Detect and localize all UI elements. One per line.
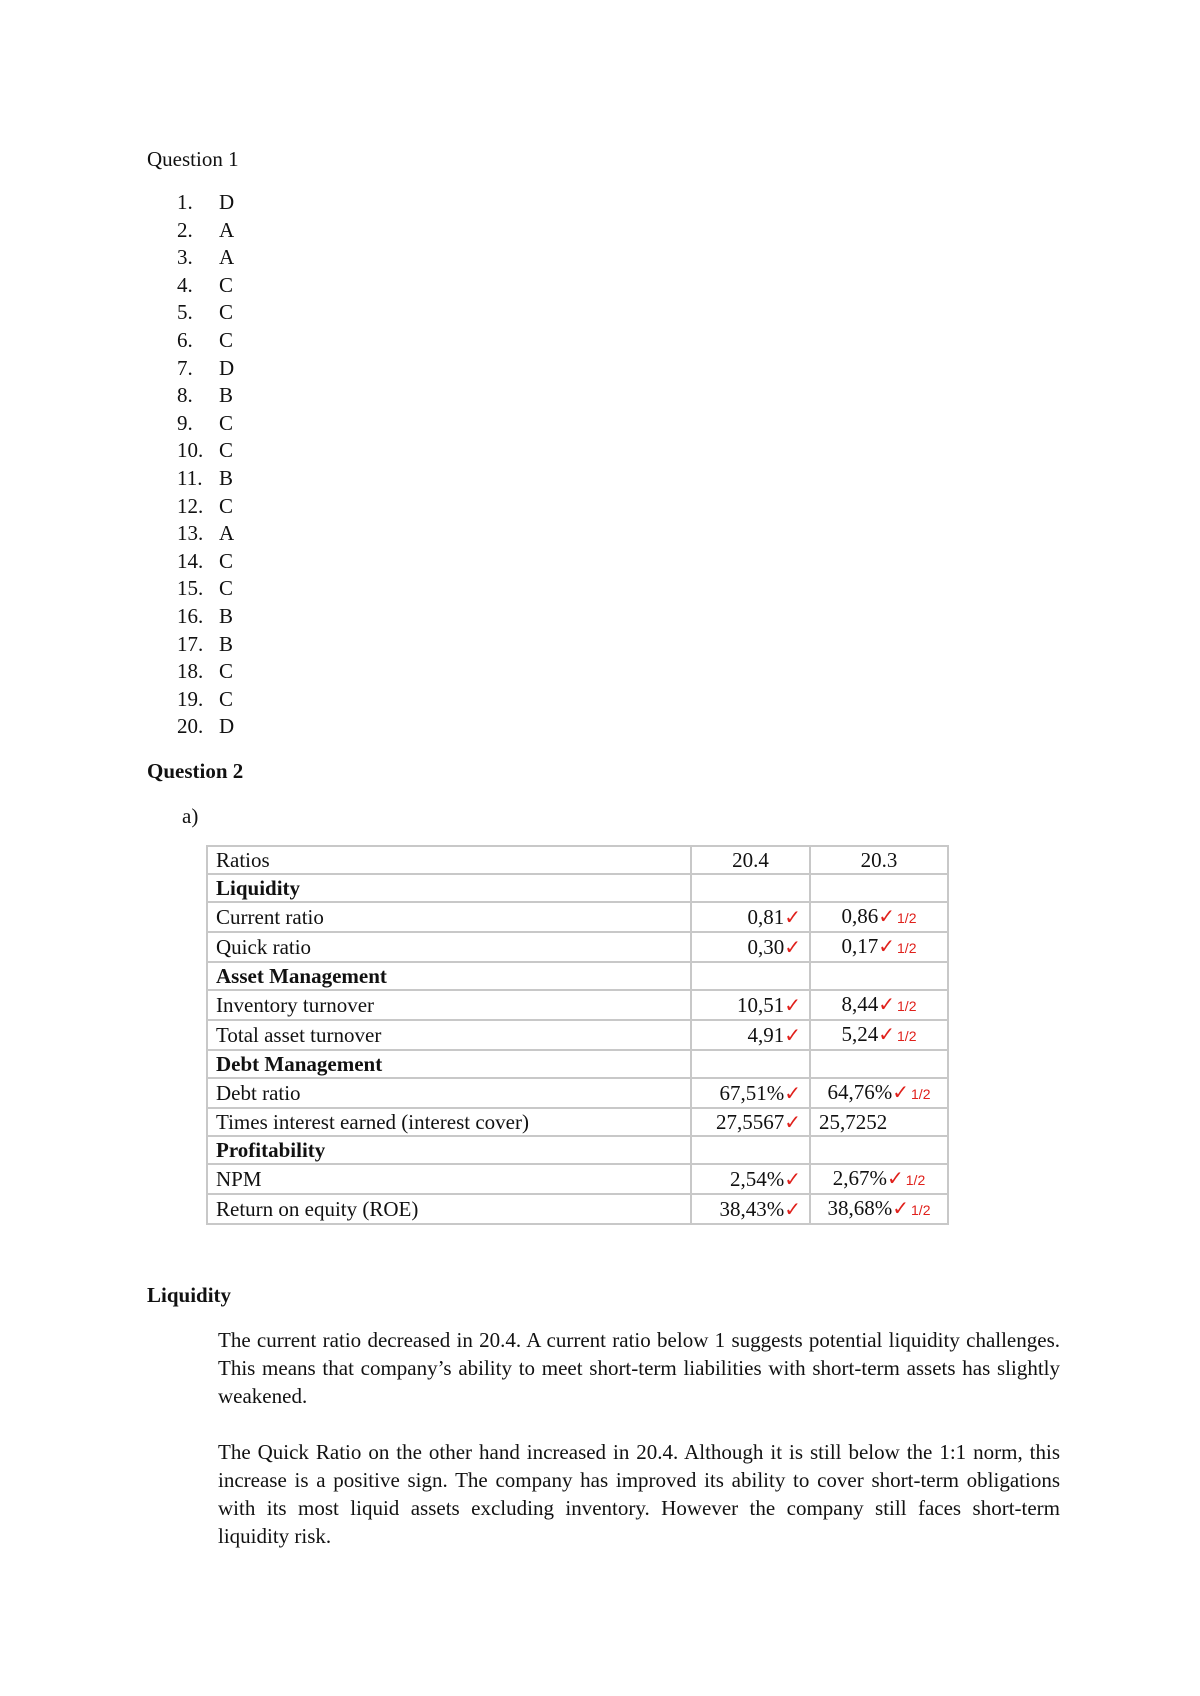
liquidity-paragraph-2: The Quick Ratio on the other hand increased in 20.4. Although it is still below the 1:1 norm, this increase is a positive sign. The company has improved its ability to cover short-term obligations with its most liquid assets excluding inventory. However the company still faces short-term liquidity risk.: [218, 1440, 1060, 1548]
answer-choice: D: [219, 190, 235, 214]
answer-number: 2.: [177, 217, 193, 242]
value-cell-a: [691, 1164, 810, 1194]
half-mark: 1/2: [911, 1202, 931, 1218]
answer-number: 14.: [177, 548, 204, 573]
liquidity-paragraph-1: The current ratio decreased in 20.4. A current ratio below 1 suggests potential liquidity challenges. This means that company’s ability to meet short-term liabilities with short-term assets has slightly weakened.: [218, 1328, 1060, 1408]
answer-number: 8.: [177, 383, 193, 408]
value-cell-a: [691, 932, 810, 962]
ratio-value-b: 8,44: [841, 992, 879, 1016]
table-row: [207, 932, 948, 962]
list-item: [177, 575, 234, 603]
empty-cell: [810, 1050, 948, 1078]
half-mark: 1/2: [897, 910, 917, 926]
answer-choice: C: [219, 300, 234, 325]
list-item: [177, 410, 234, 438]
list-item: [177, 548, 234, 576]
answer-choice: A: [219, 521, 235, 546]
answer-number: 16.: [177, 603, 204, 628]
answer-choice: A: [219, 217, 235, 242]
ratio-label: Total asset turnover: [207, 1020, 691, 1050]
table-section-row: [207, 1050, 948, 1078]
liquidity-heading: Liquidity: [147, 1283, 232, 1307]
answer-choice: C: [219, 686, 234, 711]
list-item: [177, 603, 234, 631]
value-cell-a: [691, 1078, 810, 1108]
answer-choice: B: [219, 465, 234, 490]
part-label: a): [182, 804, 199, 828]
ratio-value-a: 2,54%: [729, 1167, 785, 1191]
list-item: [177, 327, 234, 355]
answer-choice: C: [219, 438, 234, 463]
ratio-value-b: 64,76%: [827, 1080, 893, 1104]
answer-number: 5.: [177, 300, 193, 325]
value-cell-b: [810, 990, 948, 1020]
answer-choice: D: [219, 355, 235, 380]
header-year-b: 20.3: [810, 846, 948, 874]
answer-number: 18.: [177, 659, 204, 684]
answer-number: 12.: [177, 493, 204, 518]
half-mark: 1/2: [897, 998, 917, 1014]
answer-number: 1.: [177, 190, 193, 214]
table-row: [207, 902, 948, 932]
half-mark: 1/2: [897, 1028, 917, 1044]
value-cell-a: [691, 1108, 810, 1136]
empty-cell: [810, 1136, 948, 1164]
ratio-label: Quick ratio: [207, 932, 691, 962]
ratio-label: Return on equity (ROE): [207, 1194, 691, 1224]
ratio-label: Debt ratio: [207, 1078, 691, 1108]
value-cell-b: [810, 1078, 948, 1108]
table-section-row: [207, 962, 948, 990]
value-cell-a: [691, 1020, 810, 1050]
answer-number: 15.: [177, 576, 204, 601]
answer-choice: C: [219, 493, 234, 518]
ratio-label: Times interest earned (interest cover): [207, 1108, 691, 1136]
tick-mark-icon: ✓: [784, 1110, 801, 1134]
tick-mark-icon: ✓: [878, 992, 896, 1016]
table-row: [207, 990, 948, 1020]
ratio-value-a: 27,5567: [715, 1110, 785, 1134]
table-row: [207, 1078, 948, 1108]
value-cell-a: [691, 1194, 810, 1224]
ratio-label: Current ratio: [207, 902, 691, 932]
tick-mark-icon: ✓: [784, 1197, 801, 1221]
list-item: [177, 713, 234, 741]
table-row: [207, 1020, 948, 1050]
list-item: [177, 520, 234, 548]
table-header-row: [207, 846, 948, 874]
value-cell-a: [691, 902, 810, 932]
answer-number: 13.: [177, 521, 204, 546]
table-section-row: [207, 1136, 948, 1164]
answer-choice: B: [219, 603, 234, 628]
list-item: [177, 382, 234, 410]
list-item: [177, 355, 234, 383]
value-cell-b: [810, 902, 948, 932]
tick-mark-icon: ✓: [784, 935, 801, 959]
empty-cell: [810, 962, 948, 990]
answer-number: 11.: [177, 465, 203, 490]
table-row: [207, 1194, 948, 1224]
tick-mark-icon: ✓: [784, 905, 801, 929]
ratio-value-b: 0,17: [841, 934, 879, 958]
tick-mark-icon: ✓: [878, 904, 896, 928]
answer-choice: C: [219, 410, 234, 435]
tick-mark-icon: ✓: [784, 1167, 801, 1191]
answer-number: 3.: [177, 245, 193, 270]
section-label: Liquidity: [207, 874, 691, 902]
answer-number: 9.: [177, 410, 193, 435]
section-label: Asset Management: [207, 962, 691, 990]
section-label: Debt Management: [207, 1050, 691, 1078]
ratio-value-a: 0,30: [747, 935, 785, 959]
half-mark: 1/2: [905, 1172, 926, 1188]
header-ratios: Ratios: [207, 846, 691, 874]
list-item: [177, 189, 234, 217]
ratio-value-a: 10,51: [736, 993, 785, 1017]
ratio-value-a: 0,81: [747, 905, 785, 929]
table-section-row: [207, 874, 948, 902]
table-row: [207, 1164, 948, 1194]
ratio-value-b: 25,7252: [819, 1110, 888, 1134]
list-item: [177, 686, 234, 714]
list-item: [177, 244, 234, 272]
header-year-a: 20.4: [691, 846, 810, 874]
question-2-title: Question 2: [147, 759, 244, 783]
half-mark: 1/2: [911, 1086, 931, 1102]
ratio-value-b: 38,68%: [827, 1196, 893, 1220]
empty-cell: [810, 874, 948, 902]
value-cell-b: [810, 932, 948, 962]
value-cell-b: [810, 1108, 948, 1136]
answer-choice: C: [219, 272, 234, 297]
tick-mark-icon: ✓: [887, 1166, 904, 1190]
ratio-value-b: 2,67%: [832, 1166, 887, 1190]
table-row: [207, 1108, 948, 1136]
question-1-title: Question 1: [147, 147, 239, 171]
tick-mark-icon: ✓: [878, 1022, 896, 1046]
half-mark: 1/2: [897, 940, 917, 956]
tick-mark-icon: ✓: [784, 1023, 801, 1047]
ratio-label: NPM: [207, 1164, 691, 1194]
answer-number: 20.: [177, 714, 204, 739]
empty-cell: [691, 1050, 810, 1078]
ratio-value-b: 0,86: [841, 904, 879, 928]
ratio-value-a: 4,91: [747, 1023, 785, 1047]
answer-number: 10.: [177, 438, 204, 463]
list-item: [177, 658, 234, 686]
answer-choice: B: [219, 383, 234, 408]
ratio-value-a: 38,43%: [719, 1197, 785, 1221]
tick-mark-icon: ✓: [892, 1080, 910, 1104]
answer-number: 19.: [177, 686, 204, 711]
answer-number: 6.: [177, 327, 193, 352]
answer-choice: C: [219, 576, 234, 601]
empty-cell: [691, 962, 810, 990]
answer-number: 4.: [177, 272, 193, 297]
tick-mark-icon: ✓: [784, 993, 801, 1017]
answer-number: 17.: [177, 631, 204, 656]
value-cell-b: [810, 1020, 948, 1050]
answer-list: [177, 189, 234, 741]
ratio-label: Inventory turnover: [207, 990, 691, 1020]
empty-cell: [691, 874, 810, 902]
section-label: Profitability: [207, 1136, 691, 1164]
value-cell-b: [810, 1194, 948, 1224]
tick-mark-icon: ✓: [892, 1196, 910, 1220]
list-item: [177, 272, 234, 300]
ratio-value-a: 67,51%: [719, 1081, 785, 1105]
empty-cell: [691, 1136, 810, 1164]
answer-choice: A: [219, 245, 235, 270]
tick-mark-icon: ✓: [878, 934, 896, 958]
ratio-value-b: 5,24: [841, 1022, 879, 1046]
ratios-table: [206, 845, 949, 1225]
answer-choice: C: [219, 659, 234, 684]
value-cell-a: [691, 990, 810, 1020]
answer-number: 7.: [177, 355, 193, 380]
value-cell-b: [810, 1164, 948, 1194]
list-item: [177, 437, 234, 465]
list-item: [177, 299, 234, 327]
answer-choice: C: [219, 548, 234, 573]
answer-choice: D: [219, 714, 235, 739]
list-item: [177, 465, 234, 493]
tick-mark-icon: ✓: [784, 1081, 801, 1105]
answer-choice: B: [219, 631, 234, 656]
list-item: [177, 217, 234, 245]
list-item: [177, 493, 234, 521]
answer-choice: C: [219, 327, 234, 352]
list-item: [177, 631, 234, 659]
